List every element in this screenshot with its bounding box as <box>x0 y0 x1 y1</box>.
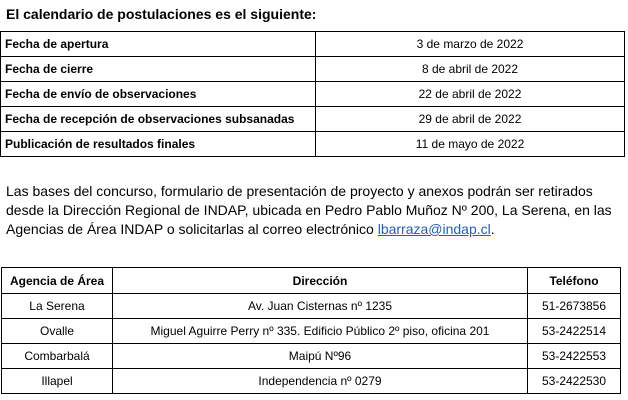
agency-cell: La Serena <box>2 294 113 319</box>
calendar-date: 11 de mayo de 2022 <box>316 132 625 157</box>
calendar-table <box>0 31 625 157</box>
email-link[interactable]: lbarraza@indap.cl <box>377 221 491 237</box>
calendar-label: Fecha de envío de observaciones <box>1 82 316 107</box>
calendar-label: Fecha de apertura <box>1 32 316 57</box>
agency-cell: Combarbalá <box>2 344 113 369</box>
address-cell: Independencia nº 0279 <box>113 369 528 394</box>
column-header-agency: Agencia de Área <box>2 268 113 294</box>
phone-cell: 51-2673856 <box>528 294 621 319</box>
calendar-label: Fecha de cierre <box>1 57 316 82</box>
table-row <box>1 132 625 157</box>
address-cell: Av. Juan Cisternas nº 1235 <box>113 294 528 319</box>
column-header-phone: Teléfono <box>528 268 621 294</box>
table-header-row <box>2 268 621 294</box>
agencies-table <box>1 267 621 394</box>
info-paragraph <box>6 182 621 239</box>
column-header-address: Dirección <box>113 268 528 294</box>
table-row <box>1 82 625 107</box>
calendar-heading: El calendario de postulaciones es el siguiente: <box>6 6 317 22</box>
calendar-date: 3 de marzo de 2022 <box>316 32 625 57</box>
agency-cell: Ovalle <box>2 319 113 344</box>
paragraph-end: . <box>490 221 495 237</box>
agency-cell: Illapel <box>2 369 113 394</box>
phone-cell: 53-2422553 <box>528 344 621 369</box>
calendar-date: 8 de abril de 2022 <box>316 57 625 82</box>
phone-cell: 53-2422514 <box>528 319 621 344</box>
calendar-label: Publicación de resultados finales <box>1 132 316 157</box>
address-cell: Miguel Aguirre Perry nº 335. Edificio Público 2º piso, oficina 201 <box>113 319 528 344</box>
calendar-label: Fecha de recepción de observaciones subsanadas <box>1 107 316 132</box>
calendar-date: 29 de abril de 2022 <box>316 107 625 132</box>
phone-cell: 53-2422530 <box>528 369 621 394</box>
calendar-date: 22 de abril de 2022 <box>316 82 625 107</box>
table-row <box>1 107 625 132</box>
table-row <box>2 369 621 394</box>
address-cell: Maipú Nº96 <box>113 344 528 369</box>
table-row <box>2 344 621 369</box>
table-row <box>1 57 625 82</box>
table-row <box>2 294 621 319</box>
table-row <box>2 319 621 344</box>
paragraph-text: Las bases del concurso, formulario de presentación de proyecto y anexos podrán ser retirados desde la Dirección Regional de INDAP, ubicada en Pedro Pablo Muñoz Nº 200, La Serena, en las Agencias de Área INDAP o solicitarlas al correo electrónico <box>6 183 612 237</box>
table-row <box>1 32 625 57</box>
